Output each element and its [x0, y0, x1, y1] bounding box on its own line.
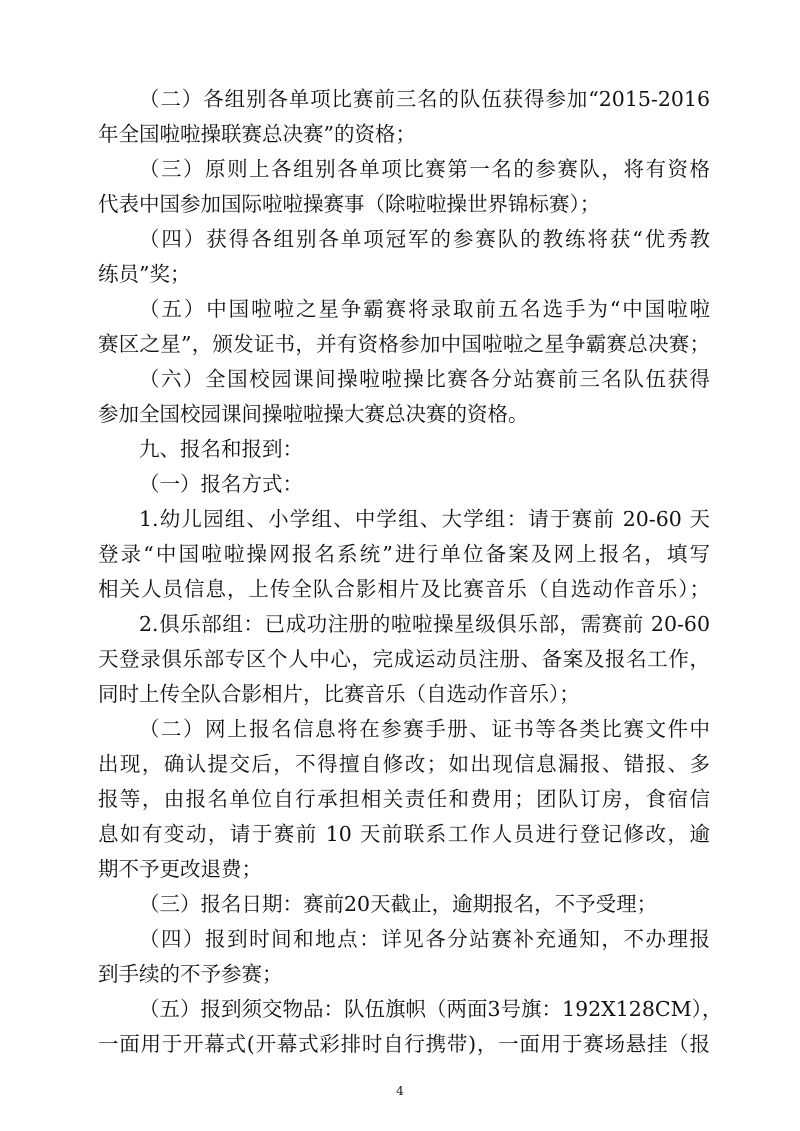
text-line: 息如有变动，请于赛前 10 天前联系工作人员进行登记修改，逾 — [98, 822, 710, 846]
text-line: 报等，由报名单位自行承担相关责任和费用；团队订房，食宿信 — [98, 787, 710, 811]
page-number: 4 — [396, 1084, 404, 1098]
text-line: （六）全国校园课间操啦啦操比赛各分站赛前三名队伍获得 — [139, 367, 710, 391]
text-line: （五）报到须交物品：队伍旗帜（两面3号旗：192X128CM）， — [139, 997, 723, 1021]
text-line: 出现，确认提交后，不得擅自修改；如出现信息漏报、错报、多 — [98, 752, 710, 776]
text-line: 代表中国参加国际啦啦操赛事（除啦啦操世界锦标赛）； — [98, 192, 601, 216]
text-line: （二）网上报名信息将在参赛手册、证书等各类比赛文件中 — [139, 717, 710, 741]
subsection-heading: （一）报名方式： — [139, 472, 303, 496]
text-line: （三）报名日期：赛前20天截止，逾期报名，不予受理； — [139, 892, 658, 916]
text-line: 期不予更改退费； — [98, 857, 262, 881]
section-heading: 九、报名和报到： — [139, 437, 303, 461]
text-line: 一面用于开幕式(开幕式彩排时自行携带)，一面用于赛场悬挂（报 — [98, 1032, 710, 1056]
text-line: 相关人员信息，上传全队合影相片及比赛音乐（自选动作音乐）； — [98, 577, 710, 601]
text-line: 参加全国校园课间操啦啦操大赛总决赛的资格。 — [98, 402, 529, 426]
text-line: 年全国啦啦操联赛总决赛”的资格； — [98, 122, 416, 146]
text-line: （二）各组别各单项比赛前三名的队伍获得参加“2015-2016 — [139, 87, 710, 111]
text-line: 到手续的不予参赛； — [98, 962, 283, 986]
text-line: 2.俱乐部组：已成功注册的啦啦操星级俱乐部，需赛前 20-60 — [139, 612, 710, 636]
text-line: 同时上传全队合影相片，比赛音乐（自选动作音乐）； — [98, 682, 580, 706]
text-line: 登录“中国啦啦操网报名系统”进行单位备案及网上报名，填写 — [98, 542, 710, 566]
text-line: 天登录俱乐部专区个人中心，完成运动员注册、备案及报名工作， — [98, 647, 710, 671]
text-line: （四）报到时间和地点：详见各分站赛补充通知，不办理报 — [139, 927, 710, 951]
text-line: （四）获得各组别各单项冠军的参赛队的教练将获“优秀教 — [139, 227, 710, 251]
text-line: （五）中国啦啦之星争霸赛将录取前五名选手为“中国啦啦 — [139, 297, 710, 321]
text-line: （三）原则上各组别各单项比赛第一名的参赛队，将有资格 — [139, 157, 710, 181]
text-line: 赛区之星”，颁发证书，并有资格参加中国啦啦之星争霸赛总决赛； — [98, 332, 710, 356]
text-line: 练员”奖； — [98, 262, 191, 286]
text-line: 1.幼儿园组、小学组、中学组、大学组：请于赛前 20-60 天 — [139, 507, 710, 531]
